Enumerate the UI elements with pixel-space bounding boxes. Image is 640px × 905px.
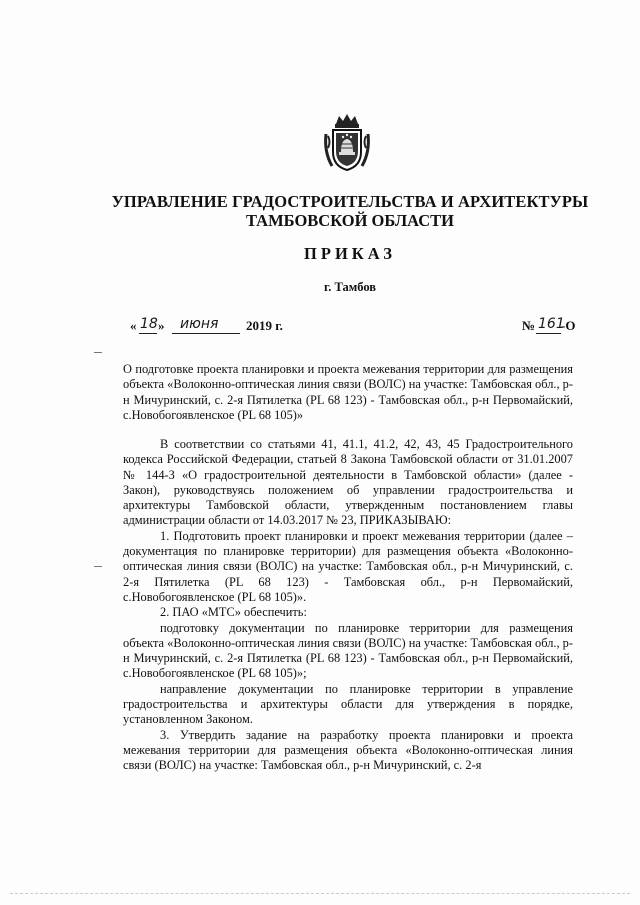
item-2-sub-1-paragraph: подготовку документации по планировке территории для размещения объекта «Волоконно-оптическая линия связи (ВОЛС) на участке: Тамбовская обл., р-н Мичуринский, с. 2-я Пятилетка (PL 68 123) - Тамбовская обл., р-н Первомайский, с.Новобогоявленское (PL 68 105)»;	[123, 620, 574, 681]
margin-mark	[94, 352, 102, 353]
item-3-paragraph: 3. Утвердить задание на разработку проекта планировки и проекта межевания территории для размещения объекта «Волоконно-оптическая линия связи (ВОЛС) на участке: Тамбовская обл., р-н Мичуринский, с. 2-я	[123, 727, 573, 773]
open-quote: «	[130, 318, 137, 333]
close-quote: »	[158, 318, 165, 333]
number-suffix: -О	[561, 318, 576, 333]
scan-edge-noise	[10, 893, 630, 894]
date-year: 2019 г.	[246, 318, 283, 333]
org-name-line1: УПРАВЛЕНИЕ ГРАДОСТРОИТЕЛЬСТВА И АРХИТЕКТУРЫ	[111, 192, 589, 211]
order-body	[123, 437, 573, 774]
item-2-sub-2-paragraph: направление документации по планировке территории в управление градостроительства и архитектуры области для утверждения в порядке, установленном Законом.	[123, 681, 573, 727]
org-name-line2: ТАМБОВСКОЙ ОБЛАСТИ	[245, 211, 455, 230]
date-day: 18	[140, 316, 158, 332]
subject-text: О подготовке проекта планировки и проекта межевания территории для размещения объекта «Волоконно-оптическая линия связи (ВОЛС) на участке: Тамбовская обл., р-н Мичуринский, с. 2-я Пятилетка (PL 68 123) - Тамбовская обл., р-н Первомайский, с.Новобогоявленское (PL 68 105)»	[123, 362, 574, 422]
date-month: июня	[180, 316, 219, 332]
tambov-coat-of-arms-icon	[322, 112, 372, 174]
order-subject	[123, 362, 573, 423]
number-underline	[536, 333, 561, 334]
preamble-paragraph: В соответствии со статьями 41, 41.1, 41.2, 42, 43, 45 Градостроительного кодекса Российской Федерации, статьей 8 Закона Тамбовской области от 31.01.2007 № 144-З «О градостроительной деятельности в Тамбовской области» (далее - Закон), руководствуясь положением об управлении градостроительства и архитектуры Тамбовской области, утвержденным постановлением главы администрации области от 14.03.2017 № 23, ПРИКАЗЫВАЮ:	[123, 437, 573, 528]
day-underline	[139, 333, 157, 334]
date-number-line	[130, 316, 575, 338]
document-type: ПРИКАЗ	[304, 244, 396, 263]
document-number: 161	[538, 316, 565, 332]
item-1-paragraph: 1. Подготовить проект планировки и проект межевания территории (далее – документация по планировке территории) для размещения объекта «Волоконно-оптическая линия связи (ВОЛС) на участке: Тамбовская обл., р-н Мичуринский, с. 2-я Пятилетка (PL 68 123) - Тамбовская обл., р-н Первомайский, с.Новобогоявленское (PL 68 105)».	[123, 528, 573, 604]
number-prefix: №	[522, 318, 536, 333]
margin-mark	[94, 566, 102, 567]
month-underline	[172, 333, 240, 334]
city: г. Тамбов	[323, 280, 377, 294]
item-2-paragraph: 2. ПАО «МТС» обеспечить:	[160, 605, 307, 620]
